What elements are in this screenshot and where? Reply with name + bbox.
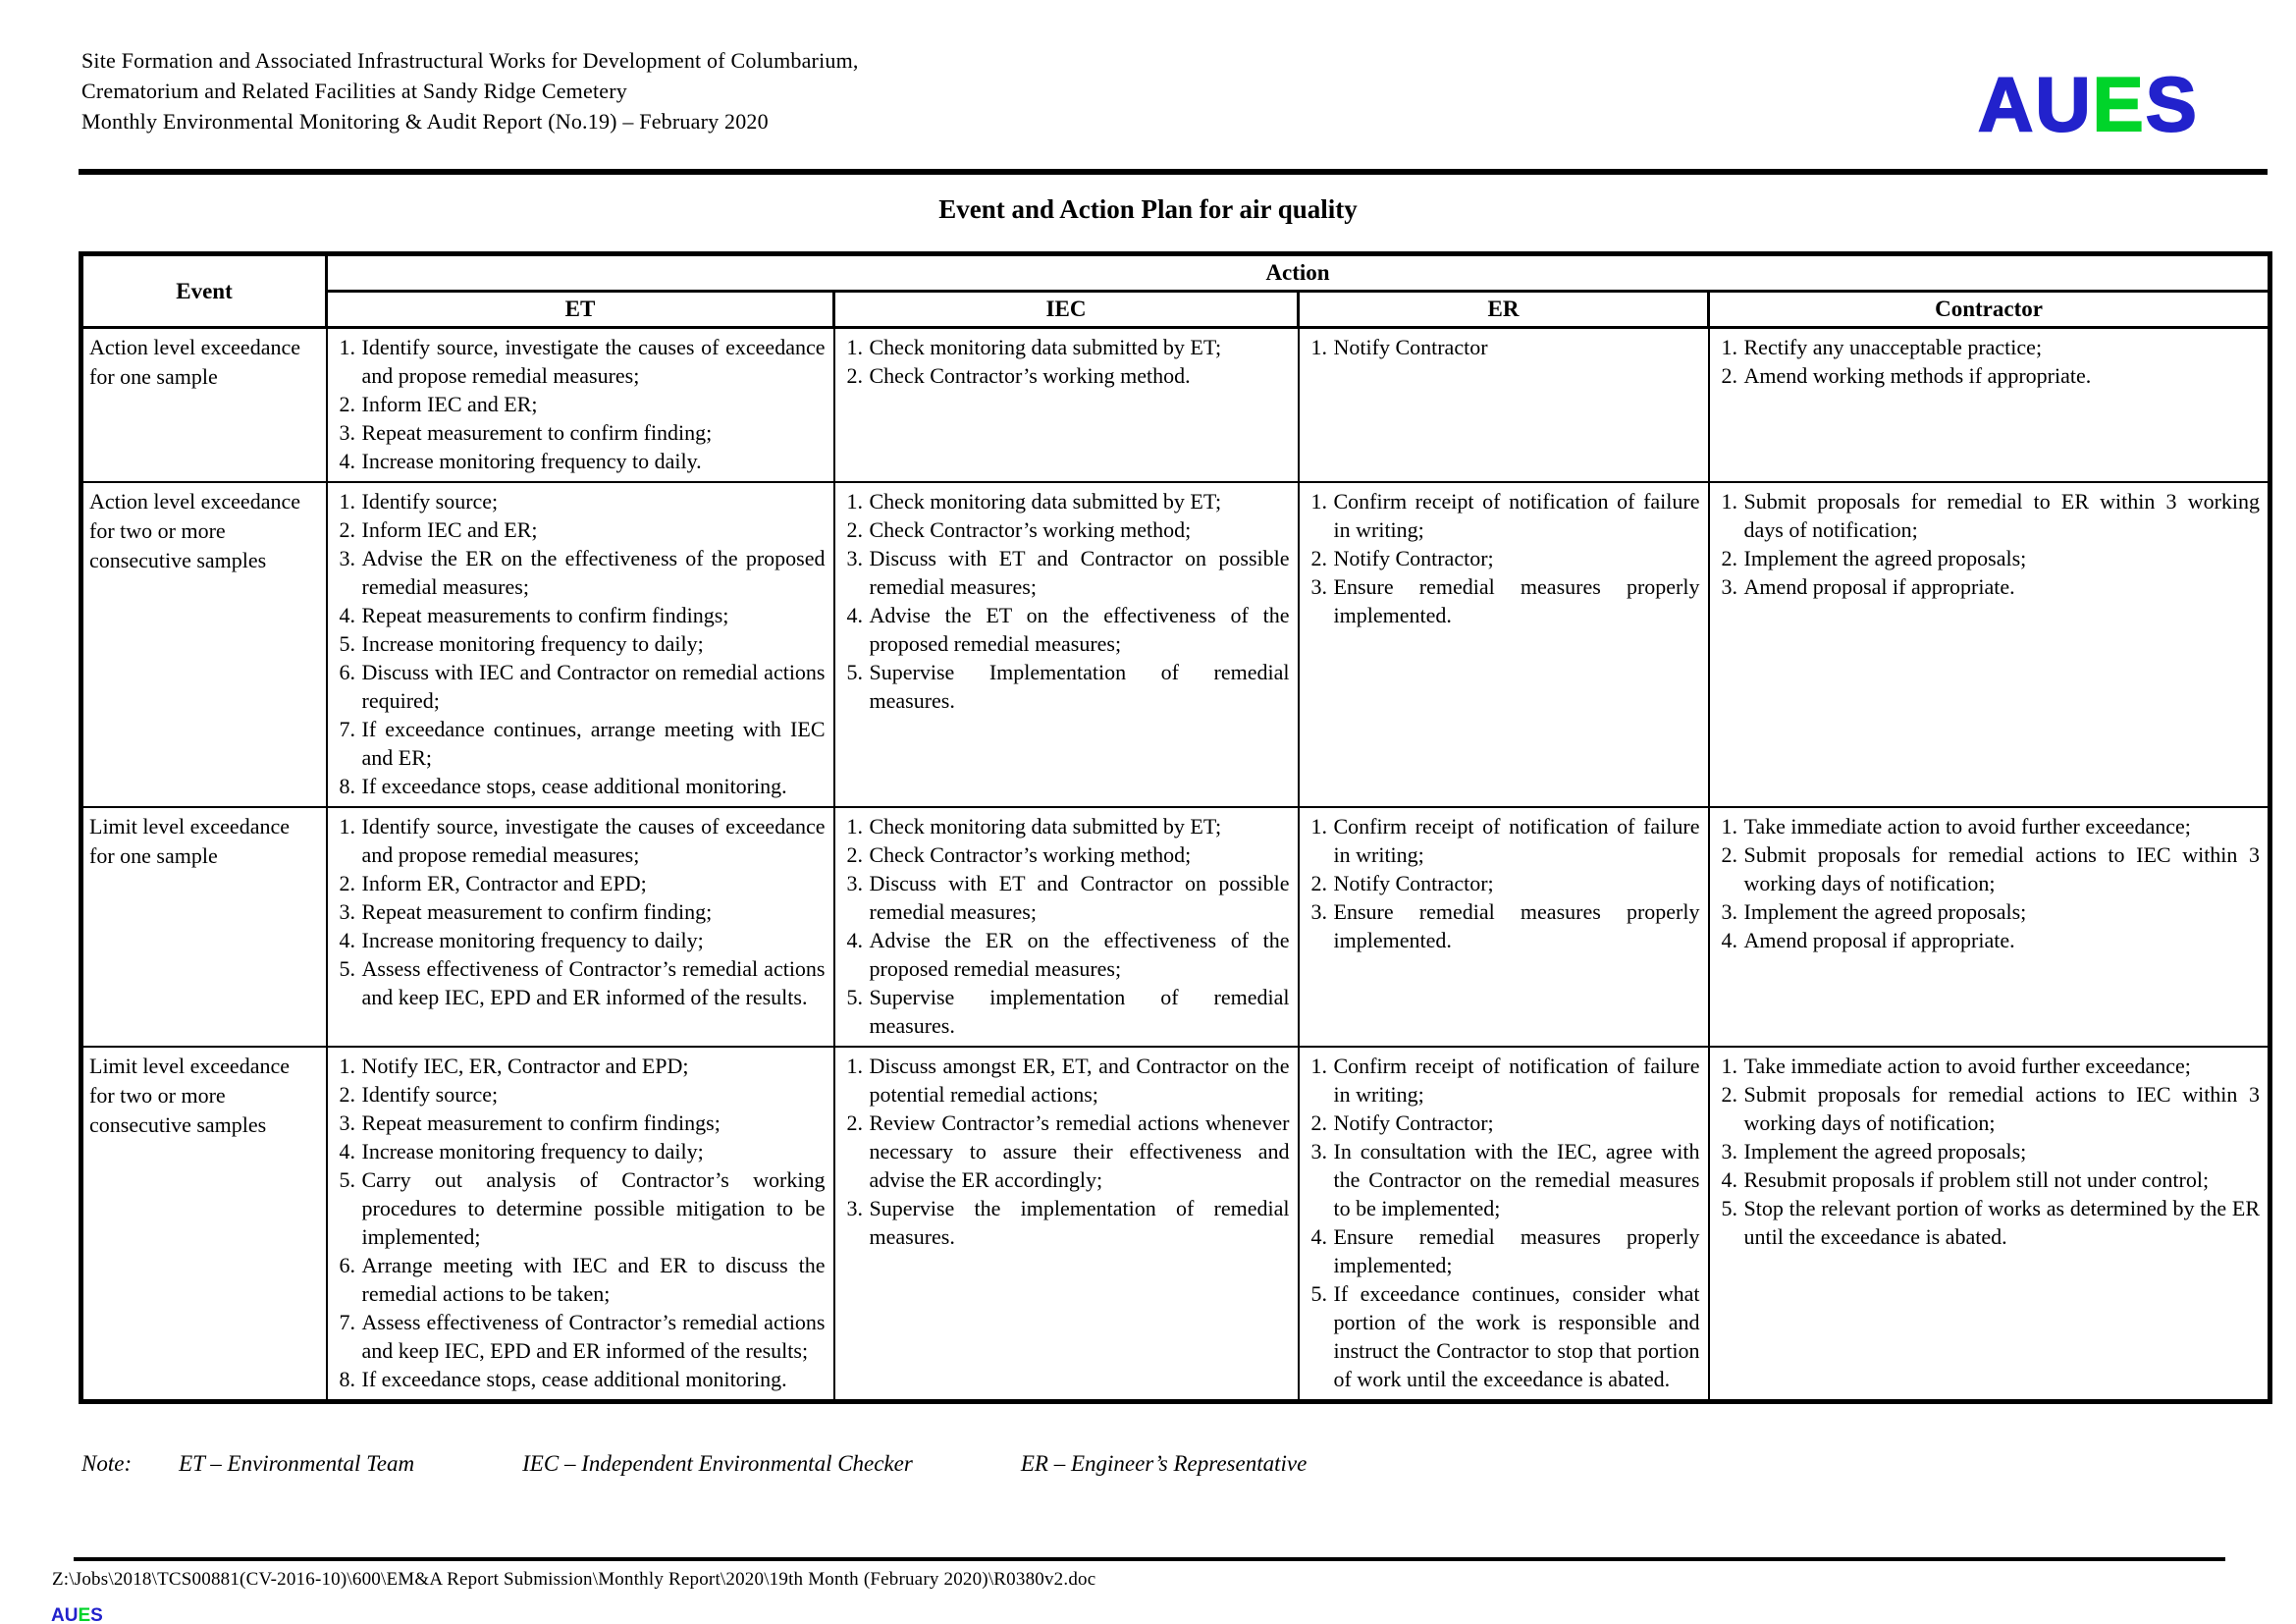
header-line-1: Site Formation and Associated Infrastructural Works for Development of Columbarium, [81,48,859,73]
action-cell-et [327,482,834,807]
action-cell-et [327,1047,834,1402]
action-item: 2. Notify Contractor; [1333,1109,1700,1137]
action-item: 7. If exceedance continues, arrange meeting with IEC and ER; [361,715,826,772]
action-item: 3. Repeat measurement to confirm finding; [361,418,826,447]
aues-logo-letter-blue: S [2145,61,2199,147]
table-row-action-level-one-sample [81,328,2270,483]
note-et-definition: ET – Environmental Team [179,1451,415,1476]
column-header-action: Action [327,254,2270,292]
action-item: 3. In consultation with the IEC, agree with the Contractor on the remedial measures to be implemented; [1333,1137,1700,1222]
event-action-plan-table [79,251,2272,1404]
action-list [1716,487,2261,601]
action-item: 8. If exceedance stops, cease additional monitoring. [361,772,826,800]
table-row-limit-level-consecutive-samples [81,1047,2270,1402]
action-item: 2. Check Contractor’s working method; [869,840,1290,869]
action-item: 3. Ensure remedial measures properly implemented. [1333,897,1700,954]
action-item: 1. Check monitoring data submitted by ET; [869,812,1290,840]
action-item: 5. Assess effectiveness of Contractor’s remedial actions and keep IEC, EPD and ER informed of the results. [361,954,826,1011]
action-item: 3. Repeat measurement to confirm findings; [361,1109,826,1137]
action-item: 1. Rectify any unacceptable practice; [1743,333,2261,361]
partial-aues-logo-letters-blue: AU [51,1606,79,1624]
action-item: 4. Resubmit proposals if problem still not under control; [1743,1165,2261,1194]
column-header-et: ET [327,292,834,328]
action-cell-et [327,807,834,1047]
action-cell-et [327,328,834,483]
event-cell: Action level exceedance for one sample [81,328,327,483]
action-list [334,333,826,475]
action-list [1716,812,2261,954]
action-cell-iec [834,328,1299,483]
document-file-path: Z:\Jobs\2018\TCS00881(CV-2016-10)\600\EM&A Report Submission\Monthly Report\2020\19th Month (February 2020)\R0380v2.doc [52,1569,1096,1590]
action-item: 3. Discuss with ET and Contractor on possible remedial measures; [869,869,1290,926]
action-item: 5. If exceedance continues, consider what portion of the work is responsible and instruct the Contractor to stop that portion of work until the exceedance is abated. [1333,1279,1700,1393]
action-item: 5. Carry out analysis of Contractor’s working procedures to determine possible mitigation to be implemented; [361,1165,826,1251]
action-item: 2. Notify Contractor; [1333,869,1700,897]
report-header [81,45,859,136]
aues-logo-letters-blue: AU [1978,61,2093,147]
note-er-definition: ER – Engineer’s Representative [1020,1451,1308,1476]
action-item: 6. Discuss with IEC and Contractor on remedial actions required; [361,658,826,715]
action-list [1716,333,2261,390]
event-cell: Limit level exceedance for two or more consecutive samples [81,1047,327,1402]
action-list [841,1052,1290,1251]
note-label: Note: [81,1451,133,1476]
action-item: 5. Stop the relevant portion of works as determined by the ER until the exceedance is abated. [1743,1194,2261,1251]
action-item: 1. Confirm receipt of notification of failure in writing; [1333,812,1700,869]
action-item: 1. Identify source, investigate the causes of exceedance and propose remedial measures; [361,812,826,869]
header-line-3: Monthly Environmental Monitoring & Audit Report (No.19) – February 2020 [81,109,769,134]
column-header-er: ER [1299,292,1709,328]
table-header-row-action [81,254,2270,292]
abbreviations-note [81,1451,1307,1477]
action-item: 1. Confirm receipt of notification of failure in writing; [1333,1052,1700,1109]
action-cell-contractor [1709,482,2270,807]
action-item: 1. Identify source; [361,487,826,515]
action-item: 2. Review Contractor’s remedial actions whenever necessary to assure their effectiveness and advise the ER accordingly; [869,1109,1290,1194]
action-item: 4. Increase monitoring frequency to daily; [361,926,826,954]
action-item: 2. Notify Contractor; [1333,544,1700,572]
action-cell-iec [834,1047,1299,1402]
header-line-2: Crematorium and Related Facilities at Sandy Ridge Cemetery [81,79,627,103]
event-cell: Limit level exceedance for one sample [81,807,327,1047]
action-cell-iec [834,807,1299,1047]
action-list [1306,333,1700,361]
action-list [1306,812,1700,954]
action-item: 5. Increase monitoring frequency to daily; [361,629,826,658]
action-item: 4. Increase monitoring frequency to daily. [361,447,826,475]
action-item: 2. Inform IEC and ER; [361,390,826,418]
action-item: 2. Submit proposals for remedial actions to IEC within 3 working days of notification; [1743,1080,2261,1137]
action-item: 2. Inform IEC and ER; [361,515,826,544]
action-item: 1. Check monitoring data submitted by ET; [869,487,1290,515]
header-divider-rule [79,169,2268,175]
action-item: 3. Supervise the implementation of remedial measures. [869,1194,1290,1251]
action-item: 6. Arrange meeting with IEC and ER to discuss the remedial actions to be taken; [361,1251,826,1308]
action-item: 3. Amend proposal if appropriate. [1743,572,2261,601]
table-row-action-level-consecutive-samples [81,482,2270,807]
action-item: 1. Take immediate action to avoid further exceedance; [1743,1052,2261,1080]
action-item: 1. Notify Contractor [1333,333,1700,361]
action-item: 2. Submit proposals for remedial actions to IEC within 3 working days of notification; [1743,840,2261,897]
event-cell: Action level exceedance for two or more consecutive samples [81,482,327,807]
action-item: 4. Amend proposal if appropriate. [1743,926,2261,954]
action-item: 4. Ensure remedial measures properly implemented; [1333,1222,1700,1279]
action-list [1716,1052,2261,1251]
action-list [334,812,826,1011]
action-item: 3. Ensure remedial measures properly implemented. [1333,572,1700,629]
action-item: 1. Submit proposals for remedial to ER within 3 working days of notification; [1743,487,2261,544]
action-item: 4. Increase monitoring frequency to daily; [361,1137,826,1165]
column-header-contractor: Contractor [1709,292,2270,328]
action-item: 2. Check Contractor’s working method. [869,361,1290,390]
partial-aues-logo-letter-blue: S [90,1606,103,1624]
column-header-iec: IEC [834,292,1299,328]
action-list [841,487,1290,715]
table-row-limit-level-one-sample [81,807,2270,1047]
action-list [1306,487,1700,629]
aues-logo [1978,61,2199,147]
action-item: 5. Supervise Implementation of remedial measures. [869,658,1290,715]
action-item: 4. Advise the ET on the effectiveness of the proposed remedial measures; [869,601,1290,658]
action-item: 2. Implement the agreed proposals; [1743,544,2261,572]
action-cell-iec [834,482,1299,807]
action-item: 3. Advise the ER on the effectiveness of the proposed remedial measures; [361,544,826,601]
action-cell-contractor [1709,1047,2270,1402]
partial-aues-logo-letter-green: E [78,1606,91,1624]
page-title: Event and Action Plan for air quality [938,194,1358,224]
action-item: 3. Repeat measurement to confirm finding; [361,897,826,926]
partial-aues-logo [51,1606,130,1624]
action-item: 2. Check Contractor’s working method; [869,515,1290,544]
action-item: 3. Discuss with ET and Contractor on possible remedial measures; [869,544,1290,601]
action-list [841,812,1290,1040]
action-item: 1. Confirm receipt of notification of failure in writing; [1333,487,1700,544]
note-iec-definition: IEC – Independent Environmental Checker [522,1451,913,1476]
action-item: 1. Identify source, investigate the causes of exceedance and propose remedial measures; [361,333,826,390]
action-list [334,487,826,800]
action-list [334,1052,826,1393]
action-item: 1. Discuss amongst ER, ET, and Contractor on the potential remedial actions; [869,1052,1290,1109]
action-item: 2. Identify source; [361,1080,826,1109]
action-item: 2. Amend working methods if appropriate. [1743,361,2261,390]
action-item: 7. Assess effectiveness of Contractor’s remedial actions and keep IEC, EPD and ER informed of the results; [361,1308,826,1365]
action-item: 1. Take immediate action to avoid further exceedance; [1743,812,2261,840]
column-header-event: Event [81,254,327,328]
action-item: 3. Implement the agreed proposals; [1743,897,2261,926]
action-item: 3. Implement the agreed proposals; [1743,1137,2261,1165]
action-item: 2. Inform ER, Contractor and EPD; [361,869,826,897]
action-cell-er [1299,482,1709,807]
action-item: 1. Notify IEC, ER, Contractor and EPD; [361,1052,826,1080]
action-item: 5. Supervise implementation of remedial measures. [869,983,1290,1040]
aues-logo-letter-green: E [2092,61,2146,147]
action-cell-contractor [1709,328,2270,483]
action-cell-er [1299,807,1709,1047]
action-list [841,333,1290,390]
action-item: 8. If exceedance stops, cease additional monitoring. [361,1365,826,1393]
action-item: 4. Repeat measurements to confirm findings; [361,601,826,629]
footer-divider-rule [74,1557,2225,1561]
action-item: 4. Advise the ER on the effectiveness of the proposed remedial measures; [869,926,1290,983]
action-cell-contractor [1709,807,2270,1047]
action-cell-er [1299,328,1709,483]
action-cell-er [1299,1047,1709,1402]
table-header-row-parties [81,292,2270,328]
action-item: 1. Check monitoring data submitted by ET; [869,333,1290,361]
action-list [1306,1052,1700,1393]
